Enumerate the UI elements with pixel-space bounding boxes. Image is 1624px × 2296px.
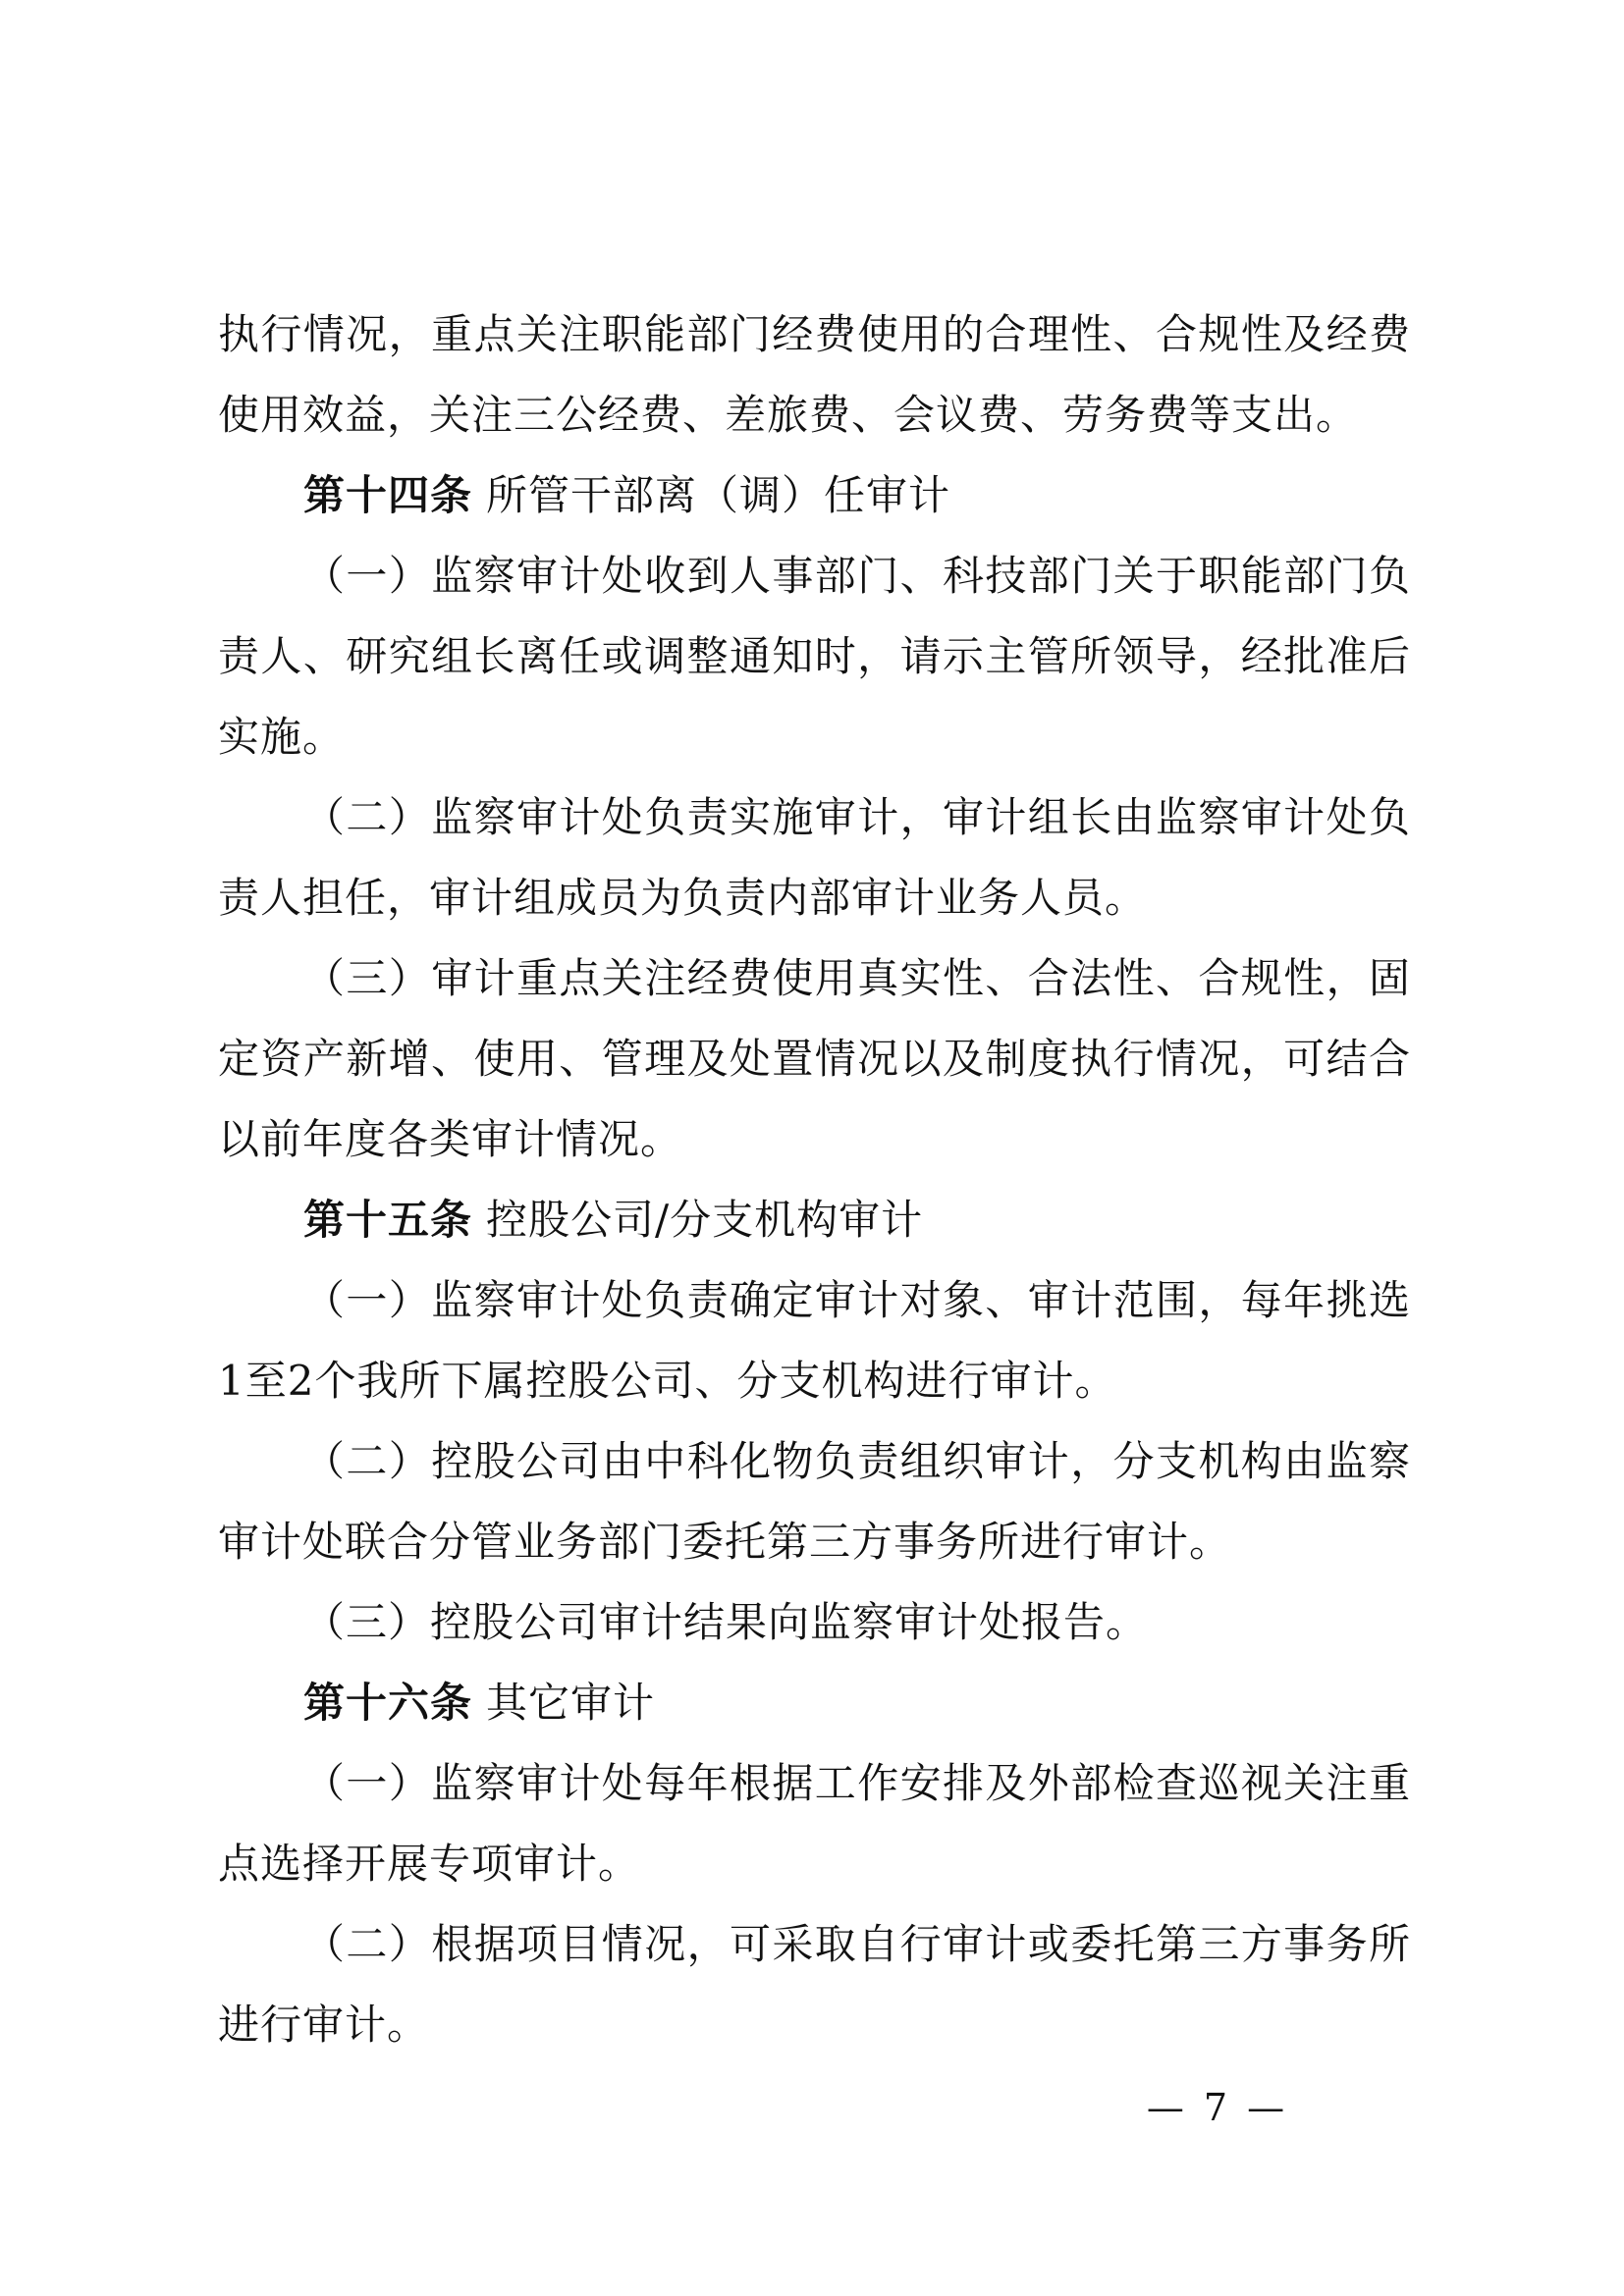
article-14-item-3: （三）审计重点关注经费使用真实性、合法性、合规性，固定资产新增、使用、管理及处置情况以及制度执行情况，可结合以前年度各类审计情况。	[218, 954, 1411, 1163]
article-15-item-2: （二）控股公司由中科化物负责组织审计，分支机构由监察审计处联合分管业务部门委托第三方事务所进行审计。	[218, 1437, 1411, 1566]
article-15	[218, 1180, 1411, 1260]
article-16-heading: 其它审计	[486, 1679, 656, 1727]
article-15-heading: 控股公司/分支机构审计	[486, 1196, 924, 1244]
paragraph-continuation: 执行情况，重点关注职能部门经费使用的合理性、合规性及经费使用效益，关注三公经费、差旅费、会议费、劳务费等支出。	[218, 310, 1411, 439]
page-number: — 7 —	[1146, 2086, 1289, 2129]
article-14-item-2: （二）监察审计处负责实施审计，审计组长由监察审计处负责人担任，审计组成员为负责内部审计业务人员。	[218, 793, 1411, 922]
article-14-item-1: （一）监察审计处收到人事部门、科技部门关于职能部门负责人、研究组长离任或调整通知时，请示主管所领导，经批准后实施。	[218, 552, 1411, 761]
article-16-title: 第十六条	[303, 1679, 473, 1727]
article-15-item-3: （三）控股公司审计结果向监察审计处报告。	[303, 1598, 1149, 1646]
article-14-title: 第十四条	[303, 471, 473, 519]
article-16	[218, 1663, 1411, 1743]
article-16-item-1: （一）监察审计处每年根据工作安排及外部检查巡视关注重点选择开展专项审计。	[218, 1759, 1411, 1888]
article-14-heading: 所管干部离（调）任审计	[486, 471, 951, 519]
article-15-title: 第十五条	[303, 1196, 473, 1244]
article-16-item-2: （二）根据项目情况，可采取自行审计或委托第三方事务所进行审计。	[218, 1920, 1411, 2049]
document-body	[218, 294, 1411, 2065]
article-15-item-1: （一）监察审计处负责确定审计对象、审计范围，每年挑选1至2个我所下属控股公司、分支机构进行审计。	[218, 1276, 1411, 1405]
article-14	[218, 455, 1411, 536]
